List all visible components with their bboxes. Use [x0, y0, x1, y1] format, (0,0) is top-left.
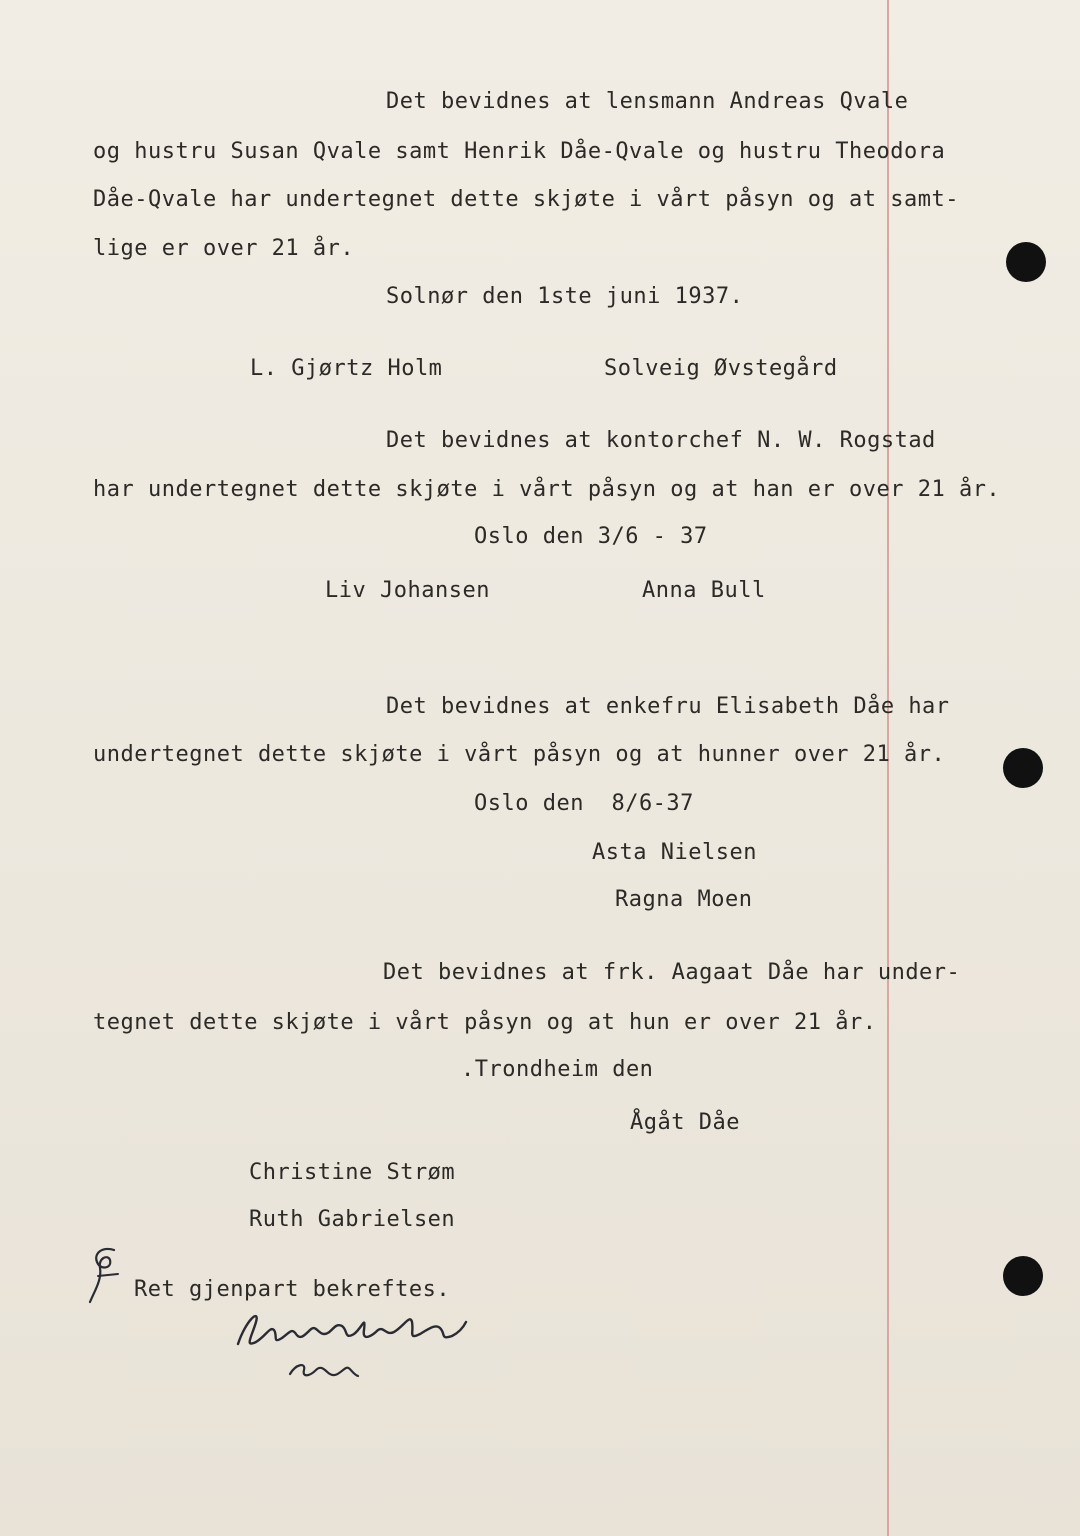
block2-place-date: Oslo den 3/6 - 37	[474, 524, 708, 549]
margin-line	[887, 0, 889, 1536]
block3-line2: undertegnet dette skjøte i vårt påsyn og at hunner over 21 år.	[93, 742, 946, 767]
block3-place-date: Oslo den 8/6-37	[474, 791, 694, 816]
block2-line1: Det bevidnes at kontorchef N. W. Rogstad	[386, 428, 936, 453]
block4-witness2: Ruth Gabrielsen	[249, 1207, 456, 1232]
block4-witness1: Christine Strøm	[249, 1160, 456, 1185]
punch-hole	[1006, 242, 1046, 282]
block1-place-date: Solnør den 1ste juni 1937.	[386, 284, 744, 309]
block3-line1: Det bevidnes at enkefru Elisabeth Dåe har	[386, 694, 950, 719]
certification-text: Ret gjenpart bekreftes.	[134, 1277, 451, 1302]
block1-line1: Det bevidnes at lensmann Andreas Qvale	[386, 89, 909, 114]
block2-witness1: Liv Johansen	[325, 578, 490, 603]
block1-witness1: L. Gjørtz Holm	[250, 356, 443, 381]
block1-line4: lige er over 21 år.	[93, 236, 355, 261]
punch-hole	[1003, 1256, 1043, 1296]
block1-line3: Dåe-Qvale har undertegnet dette skjøte i vårt påsyn og at samt-	[93, 187, 959, 212]
punch-hole	[1003, 748, 1043, 788]
block3-witness1: Asta Nielsen	[592, 840, 757, 865]
block2-line2: har undertegnet dette skjøte i vårt påsyn og at han er over 21 år.	[93, 477, 1001, 502]
block1-witness2: Solveig Øvstegård	[604, 356, 838, 381]
block3-witness2: Ragna Moen	[615, 887, 753, 912]
block1-line2: og hustru Susan Qvale samt Henrik Dåe-Qvale og hustru Theodora	[93, 139, 946, 164]
block4-signer: Ågåt Dåe	[630, 1110, 740, 1135]
block4-place: .Trondheim den	[461, 1057, 654, 1082]
handwritten-signature	[226, 1300, 476, 1390]
block4-line2: tegnet dette skjøte i vårt påsyn og at hun er over 21 år.	[93, 1010, 877, 1035]
block2-witness2: Anna Bull	[642, 578, 766, 603]
initials-mark	[84, 1244, 132, 1308]
block4-line1: Det bevidnes at frk. Aagaat Dåe har under-	[383, 960, 961, 985]
